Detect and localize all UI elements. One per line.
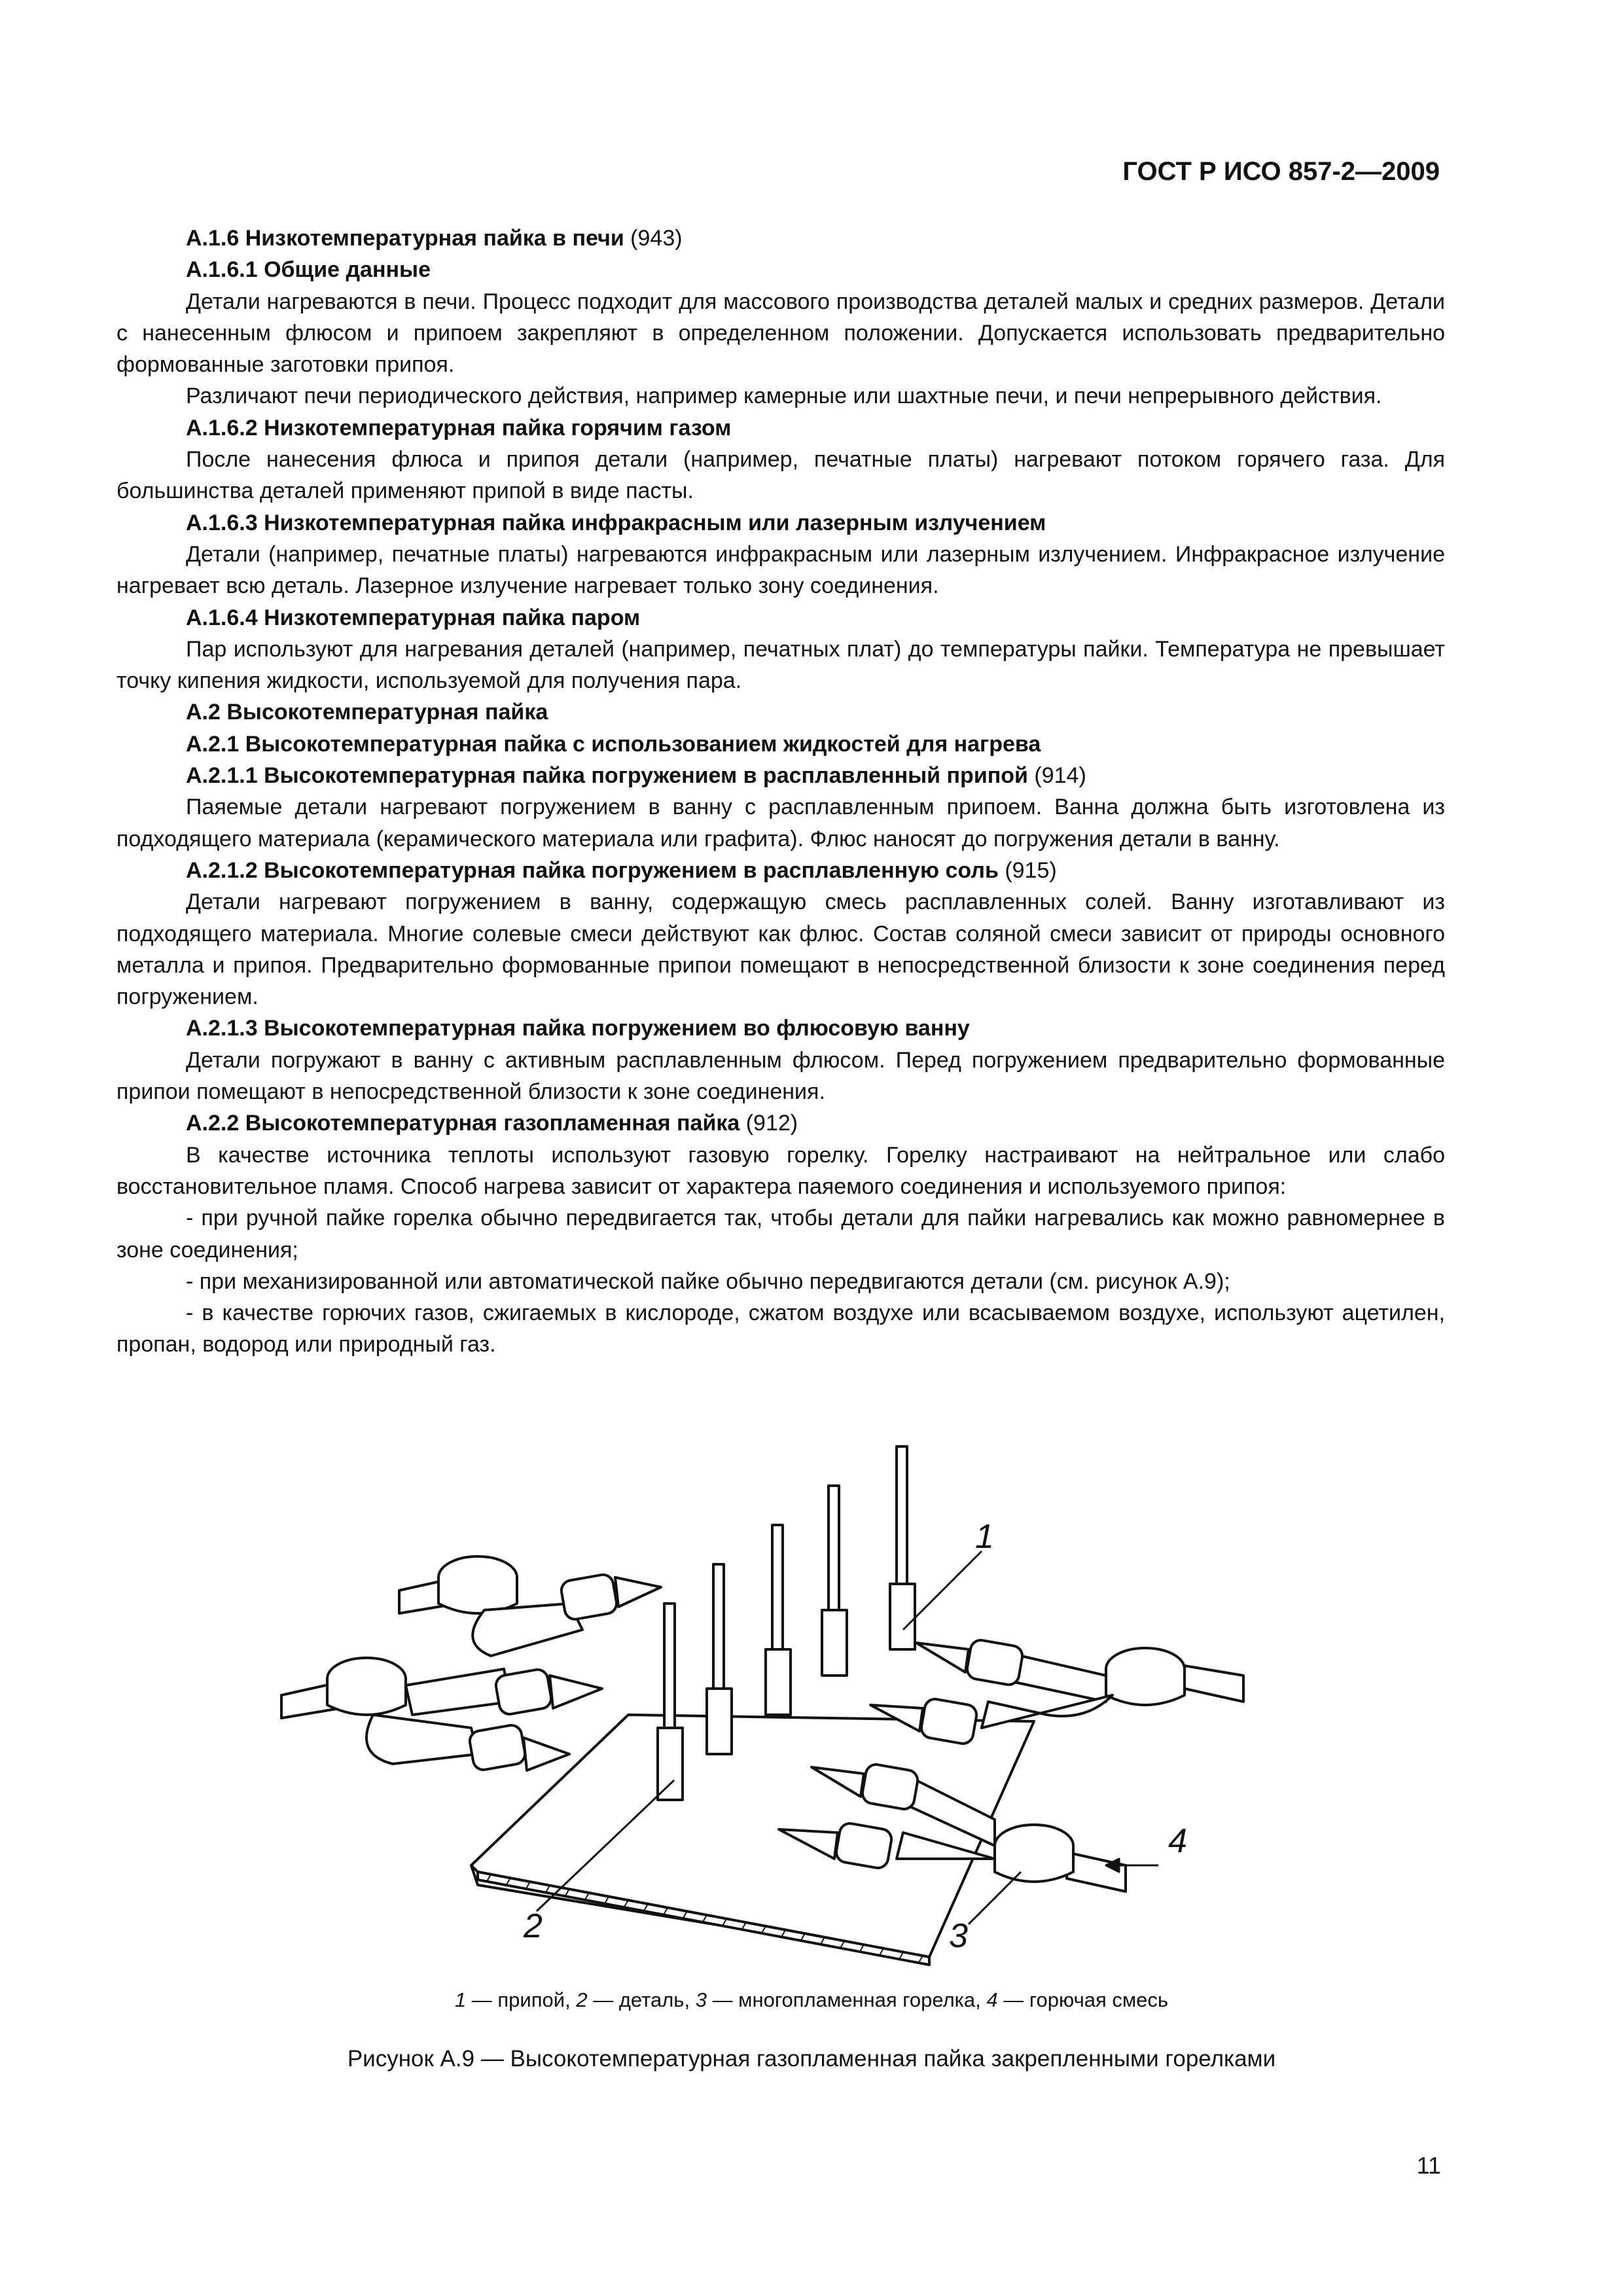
heading-code: (915) — [1005, 857, 1057, 883]
heading-title: А.1.6.2 — [186, 415, 258, 440]
section-heading — [116, 696, 1445, 728]
figure-a9 — [262, 1414, 1257, 1990]
paragraph: - в качестве горючих газов, сжигаемых в кислороде, сжатом воздухе или всасываемом воздухе, используют ацетилен, пропан, водород или природный газ. — [116, 1300, 1445, 1357]
section-heading — [116, 507, 1445, 539]
section-heading — [116, 1107, 1445, 1139]
callout-4: 4 — [1168, 1822, 1187, 1860]
heading-text: Высокотемпературная пайка — [226, 700, 548, 725]
paragraph: - при ручной пайке горелка обычно передвигается так, чтобы детали для пайки нагревались как можно равномернее в зоне соединения; — [116, 1206, 1445, 1263]
legend-text: — горючая смесь — [1003, 1988, 1169, 2011]
section-heading — [116, 760, 1445, 791]
legend-text: — деталь, — [593, 1988, 690, 2011]
heading-text: Высокотемпературная пайка погружением в расплавленный припой — [264, 763, 1028, 789]
section-heading — [116, 412, 1445, 444]
section-heading — [116, 602, 1445, 634]
legend-num: 2 — [576, 1988, 588, 2011]
paragraph: Детали погружают в ванну с активным расплавленным флюсом. Перед погружением предварительно формованные припои помещают в непосредственной близости к зоне соединения. — [116, 1047, 1445, 1105]
document-header: ГОСТ Р ИСО 857-2—2009 — [1122, 157, 1440, 186]
callout-1: 1 — [975, 1518, 994, 1556]
heading-code: (943) — [630, 226, 683, 251]
legend-num: 4 — [986, 1988, 998, 2011]
heading-text: Высокотемпературная газопламенная пайка — [245, 1111, 740, 1136]
paragraph: - при механизированной или автоматической пайке обычно передвигаются детали (см. рисунок А.9); — [186, 1268, 1230, 1294]
heading-title: А.1.6 — [186, 226, 240, 251]
heading-text: Низкотемпературная пайка в печи — [245, 226, 624, 251]
figure-caption: Рисунок А.9 — Высокотемпературная газопламенная пайка закрепленными горелками — [347, 2046, 1276, 2072]
paragraph: Пар используют для нагревания деталей (например, печатных плат) до температуры пайки. Температура не превышает точку кипения жидкости, используемой для получения пара. — [116, 636, 1445, 694]
burner-left-upper — [399, 1556, 661, 1656]
paragraph: Детали нагреваются в печи. Процесс подходит для массового производства деталей малых и средних размеров. Детали с нанесенным флюсом и припоем закрепляют в определенном положении. Допускается использовать предварительно формованные заготовки припоя. — [116, 289, 1445, 378]
paragraph: После нанесения флюса и припоя детали (например, печатные платы) нагревают потоком горячего газа. Для большинства деталей применяют припой в виде пасты. — [116, 447, 1445, 504]
legend-text: — припой, — [471, 1988, 571, 2011]
paragraph: В качестве источника теплоты используют газовую горелку. Горелку настраивают на нейтральное или слабо восстановительное пламя. Способ нагрева зависит от характера паяемого соединения и используемого припоя: — [116, 1142, 1445, 1199]
heading-text: Низкотемпературная пайка паром — [264, 605, 641, 630]
body-text — [116, 223, 1445, 1361]
brazing-diagram — [262, 1414, 1257, 1990]
burner-left-lower — [281, 1658, 602, 1771]
heading-title: А.1.6.1 — [186, 257, 258, 283]
legend-num: 1 — [454, 1988, 467, 2011]
section-heading — [116, 223, 1445, 254]
burner-right-upper — [870, 1639, 1243, 1746]
callout-2: 2 — [524, 1907, 543, 1945]
section-heading — [116, 254, 1445, 285]
paragraph: Детали нагревают погружением в ванну, содержащую смесь расплавленных солей. Ванну изготавливают из подходящего материала. Многие солевые смеси действуют как флюс. Состав соляной смеси зависит от природы основного металла и припоя. Предварительно формованные припои помещают в непосредственной близости к зоне соединения перед погружением. — [116, 889, 1445, 1010]
section-heading — [116, 1013, 1445, 1044]
heading-title: А.2 — [186, 700, 221, 725]
section-heading — [116, 728, 1445, 760]
heading-title: А.1.6.4 — [186, 605, 258, 630]
section-heading — [116, 855, 1445, 886]
heading-text: Низкотемпературная пайка горячим газом — [264, 415, 732, 440]
heading-code: (914) — [1034, 763, 1086, 789]
paragraph: Детали (например, печатные платы) нагреваются инфракрасным или лазерным излучением. Инфракрасное излучение нагревает всю деталь. Лазерное излучение нагревает только зону соединения. — [116, 541, 1445, 599]
paragraph: Различают печи периодического действия, например камерные или шахтные печи, и печи непрерывного действия. — [186, 384, 1382, 409]
heading-title: А.2.1.1 — [186, 763, 258, 789]
heading-text: Общие данные — [264, 257, 431, 283]
heading-text: Высокотемпературная пайка с использованием жидкостей для нагрева — [245, 731, 1041, 757]
heading-text: Низкотемпературная пайка инфракрасным или лазерным излучением — [264, 510, 1046, 535]
heading-title: А.2.1.3 — [186, 1016, 258, 1041]
heading-text: Высокотемпературная пайка погружением во флюсовую ванну — [264, 1016, 970, 1041]
heading-text: Высокотемпературная пайка погружением в расплавленную соль — [264, 857, 999, 883]
legend-num: 3 — [695, 1988, 707, 2011]
heading-code: (912) — [745, 1111, 798, 1136]
legend-text: — многопламенная горелка, — [712, 1988, 981, 2011]
heading-title: А.1.6.3 — [186, 510, 258, 535]
heading-title: А.2.1.2 — [186, 857, 258, 883]
heading-title: А.2.2 — [186, 1111, 240, 1136]
callout-3: 3 — [949, 1917, 968, 1955]
page-number: 11 — [1416, 2152, 1441, 2179]
heading-title: А.2.1 — [186, 731, 240, 757]
paragraph: Паяемые детали нагревают погружением в ванну с расплавленным припоем. Ванна должна быть изготовлена из подходящего материала (керамического материала или графита). Флюс наносят до погружения детали в ванну. — [116, 795, 1445, 852]
figure-legend — [0, 1988, 1623, 2012]
